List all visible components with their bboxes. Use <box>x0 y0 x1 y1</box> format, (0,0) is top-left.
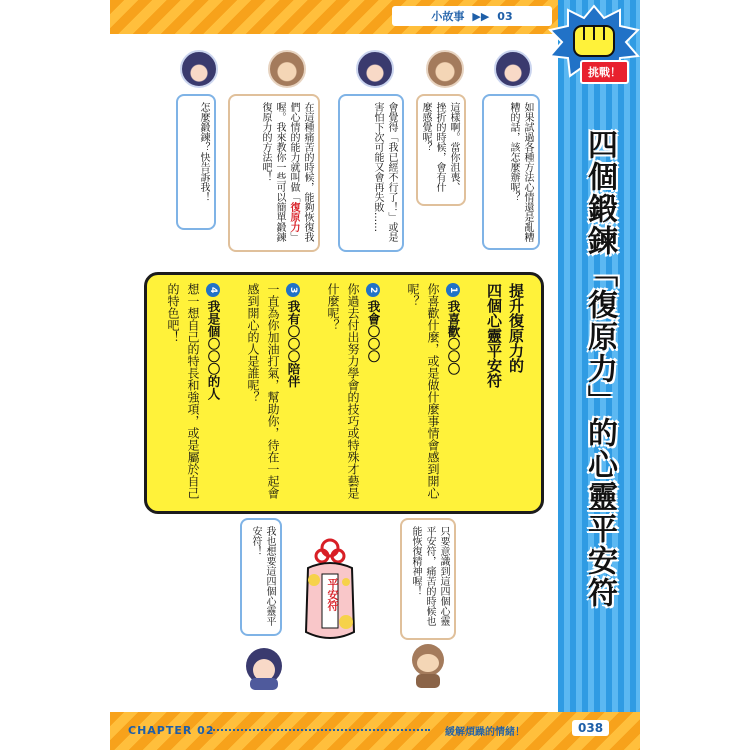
avatar-sloth <box>426 50 464 88</box>
speech-bubble: 怎麼鍛鍊？快告訴我！ <box>176 94 216 230</box>
speech-bubble: 這樣啊。當你沮喪、挫折的時候，會有什麼感覺呢？ <box>416 94 466 206</box>
book-page <box>110 0 640 750</box>
speech-bubble: 會覺得「我已經不行了！」或是害怕下次可能又會再失敗…… <box>338 94 404 252</box>
section-label: 小故事 <box>431 10 465 23</box>
footer-chapter: CHAPTER 02 <box>128 724 215 737</box>
charm-list <box>166 283 527 503</box>
avatar-girl <box>356 50 394 88</box>
footer-divider <box>210 729 430 731</box>
keyword-highlight: 復原力 <box>288 202 299 232</box>
speech-bubble: 如果試過各種方法心情還是亂糟糟的話，該怎麼辦呢？ <box>482 94 540 250</box>
bubble-text: 」喔。我來教你一些可以簡單鍛鍊復原力的方法吧！ <box>260 102 299 242</box>
list-item: 3我有〇〇〇陪伴 一直為你加油打氣，幫助你，待在一起會感到開心的人是誰呢？ <box>246 283 301 499</box>
speech-bubble <box>228 94 320 252</box>
page-title: 四個鍛鍊「復原力」的心靈平安符 <box>582 129 617 609</box>
section-number: 03 <box>497 9 513 23</box>
arrows-icon: ▶▶ <box>472 9 490 23</box>
avatar-girl <box>180 50 218 88</box>
box-title: 提升復原力的 四個心靈平安符 <box>485 283 525 388</box>
page-number: 038 <box>572 720 609 736</box>
list-item: 4我是個〇〇〇的人 想一想自己的特長和強項，或是屬於自己的特色吧！ <box>166 283 221 499</box>
speech-bubble: 我也想要這四個心靈平安符！ <box>240 518 282 636</box>
challenge-badge: 挑戰！ <box>580 60 629 84</box>
charm-list-box <box>144 272 544 514</box>
avatar-sloth <box>268 50 306 88</box>
footer-label: 緩解煩躁的情緒！ <box>445 727 525 738</box>
bubble-text: 在這種痛苦的時候，能夠恢復我們心情的能力就叫做「 <box>288 102 313 242</box>
girl-character-icon <box>240 644 288 692</box>
speech-bubble: 只要意識到這四個心靈平安符，痛苦的時候也能恢復精神喔！ <box>400 518 456 640</box>
avatar-girl <box>494 50 532 88</box>
list-item: 2我會〇〇〇 你過去付出努力學會的技巧或特殊才藝是什麼呢？ <box>326 283 381 499</box>
charm-label: 平安符 <box>326 578 339 611</box>
section-header <box>392 6 552 26</box>
list-item: 1我喜歡〇〇〇 你喜歡什麼，或是做什麼事情會感到開心呢？ <box>406 283 461 499</box>
sloth-character-icon <box>406 640 450 690</box>
